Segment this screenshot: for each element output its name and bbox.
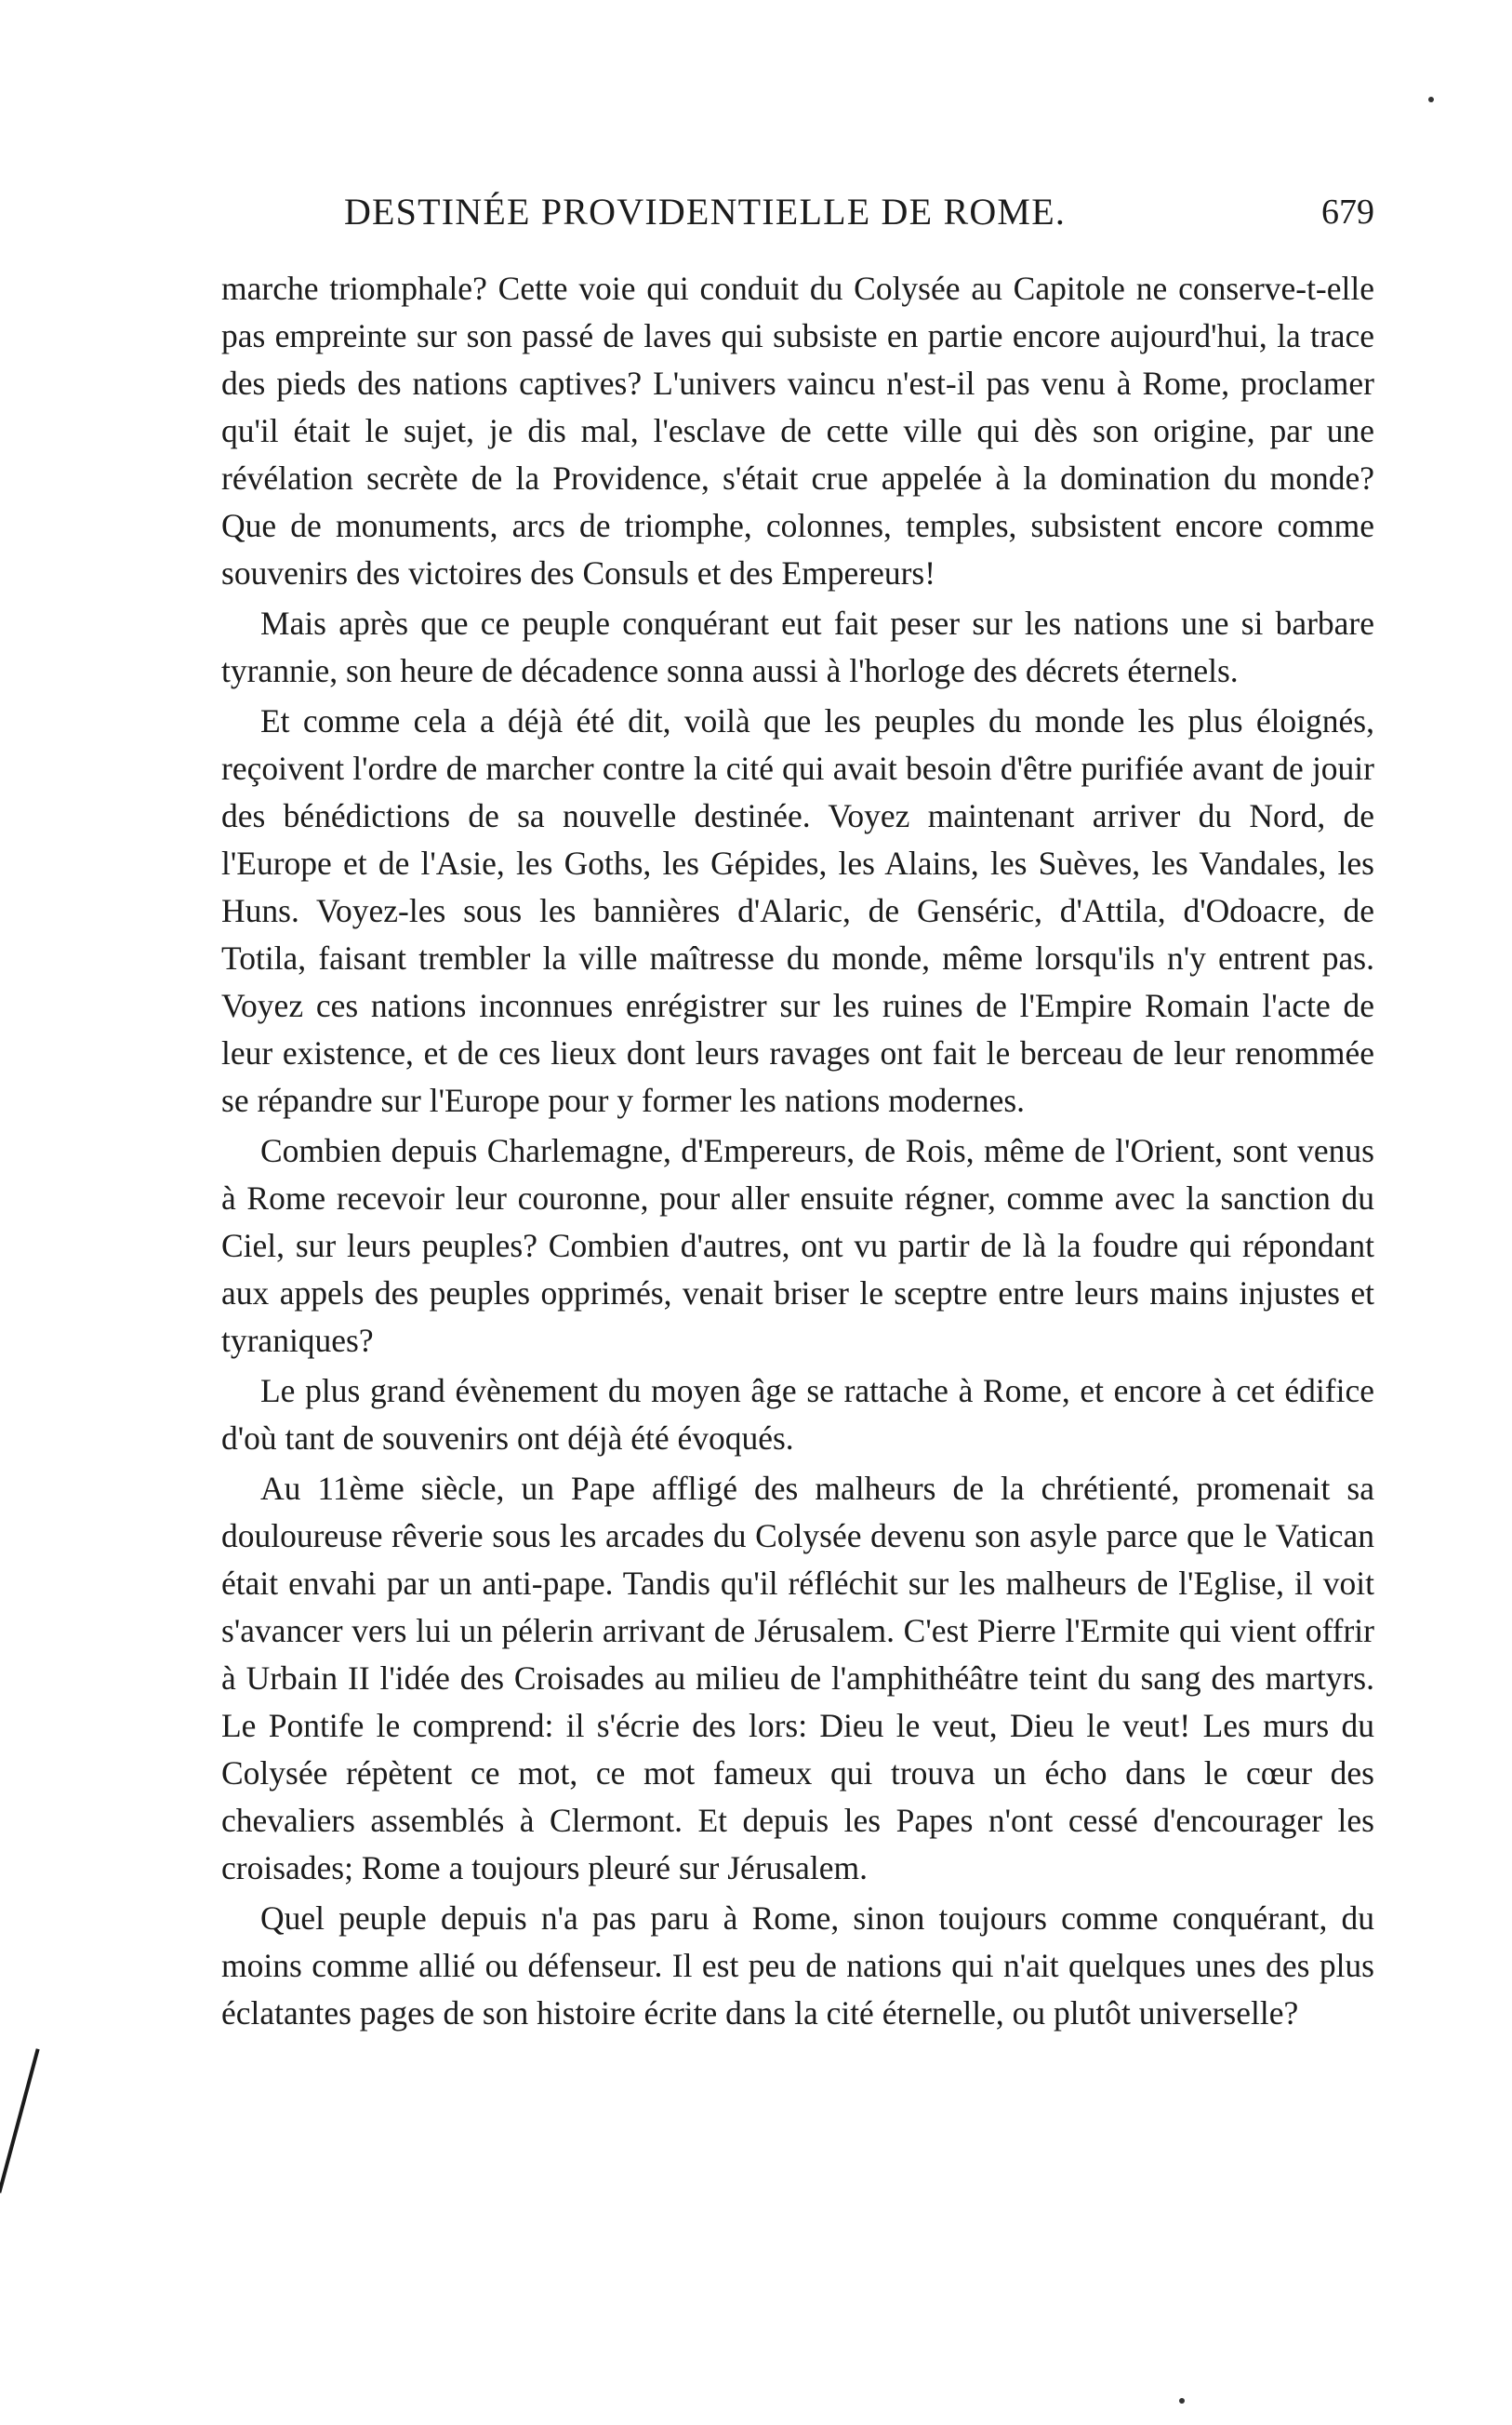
paragraph: Au 11ème siècle, un Pape affligé des malheurs de la chrétienté, promenait sa douloureuse rêverie sous les arcades du Colysée devenu son asyle parce que le Vatican était envahi par un anti-pape. Tandis qu'il réfléchit sur les malheurs de l'Eglise, il voit s'avancer vers lui un pélerin arrivant de Jérusalem. C'est Pierre l'Ermite qui vient offrir à Urbain II l'idée des Croisades au milieu de l'amphithéâtre teint du sang des martyrs. Le Pontife le comprend: il s'écrie des lors: Dieu le veut, Dieu le veut! Les murs du Colysée répètent ce mot, ce mot fameux qui trouva un écho dans le cœur des chevaliers assemblés à Clermont. Et depuis les Papes n'ont cessé d'encourager les croisades; Rome a toujours pleuré sur Jérusalem. — [221, 1470, 1374, 1886]
paragraph: Le plus grand évènement du moyen âge se rattache à Rome, et encore à cet édifice d'où tant de souvenirs ont déjà été évoqués. — [221, 1372, 1374, 1457]
margin-pen-stroke — [0, 2048, 40, 2193]
page-number: 679 — [1321, 193, 1374, 232]
running-head — [221, 184, 1374, 240]
body-text — [221, 265, 1374, 2040]
scan-speck — [1428, 97, 1434, 102]
paragraph: Quel peuple depuis n'a pas paru à Rome, sinon toujours comme conquérant, du moins comme allié ou défenseur. Il est peu de nations qui n'ait quelques unes des plus éclatantes pages de son histoire écrite dans la cité éternelle, ou plutôt universelle? — [221, 1899, 1374, 2032]
scan-speck — [1179, 2398, 1185, 2404]
paragraph: Mais après que ce peuple conquérant eut fait peser sur les nations une si barbare tyrannie, son heure de décadence sonna aussi à l'horloge des décrets éternels. — [221, 605, 1374, 689]
paragraph: Et comme cela a déjà été dit, voilà que les peuples du monde les plus éloignés, reçoivent l'ordre de marcher contre la cité qui avait besoin d'être purifiée avant de jouir des bénédictions de sa nouvelle destinée. Voyez maintenant arriver du Nord, de l'Europe et de l'Asie, les Goths, les Gépides, les Alains, les Suèves, les Vandales, les Huns. Voyez-les sous les bannières d'Alaric, de Genséric, d'Attila, d'Odoacre, de Totila, faisant trembler la ville maîtresse du monde, même lorsqu'ils n'y entrent pas. Voyez ces nations inconnues enrégistrer sur les ruines de l'Empire Romain l'acte de leur existence, et de ces lieux dont leurs ravages ont fait le berceau de leur renommée se répandre sur l'Europe pour y former les nations modernes. — [221, 702, 1374, 1119]
paragraph: Combien depuis Charlemagne, d'Empereurs, de Rois, même de l'Orient, sont venus à Rome recevoir leur couronne, pour aller ensuite régner, comme avec la sanction du Ciel, sur leurs peuples? Combien d'autres, ont vu partir de là la foudre qui répondant aux appels des peuples opprimés, venait briser le sceptre entre leurs mains injustes et tyraniques? — [221, 1132, 1374, 1359]
paragraph: marche triomphale? Cette voie qui conduit du Colysée au Capitole ne conserve-t-elle pas empreinte sur son passé de laves qui subsiste en partie encore aujourd'hui, la trace des pieds des nations captives? L'univers vaincu n'est-il pas venu à Rome, proclamer qu'il était le sujet, je dis mal, l'esclave de cette ville qui dès son origine, par une révélation secrète de la Providence, s'était crue appelée à la domination du monde? Que de monuments, arcs de triomphe, colonnes, temples, subsistent encore comme souvenirs des victoires des Consuls et des Empereurs! — [221, 270, 1374, 592]
running-title: DESTINÉE PROVIDENTIELLE DE ROME. — [343, 191, 1067, 233]
